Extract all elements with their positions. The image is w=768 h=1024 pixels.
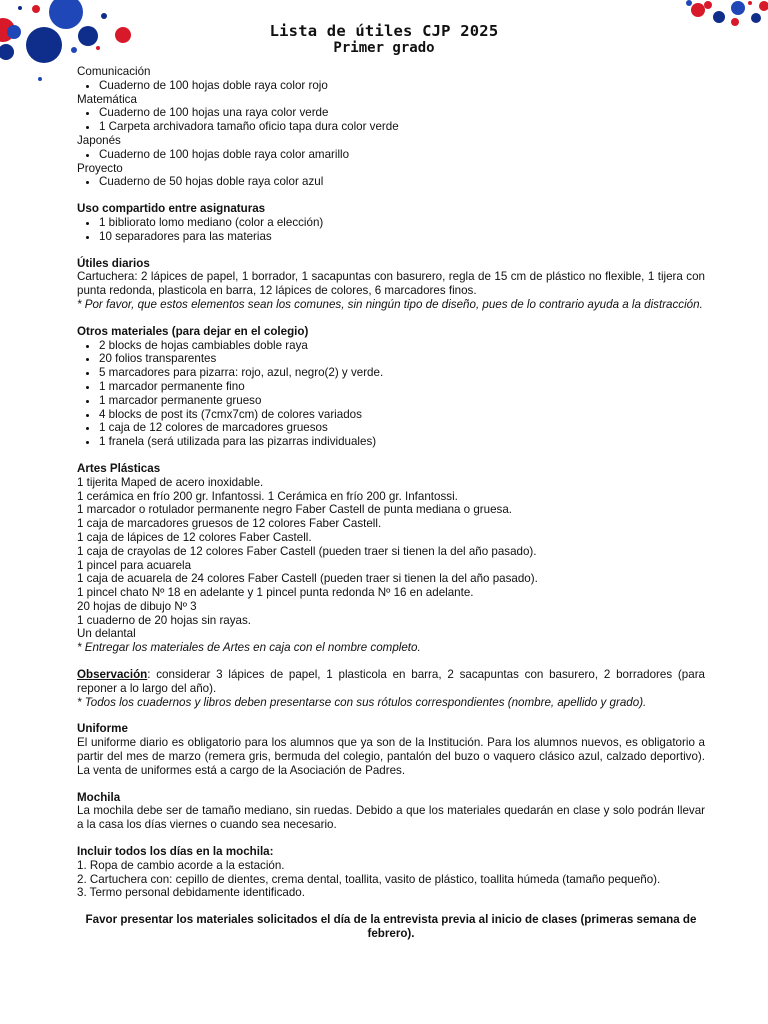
mochila-text: La mochila debe ser de tamaño mediano, sin ruedas. Debido a que los materiales quedarán en clase y solo podrán llevar a la casa los días viernes o cuando sea necesario. [77,804,705,832]
list-item: • 1 marcador permanente grueso [99,394,705,408]
utiles-section [77,257,705,312]
artes-line: 1 caja de acuarela de 24 colores Faber Castell (pueden traer si tienen la del año pasado). [77,572,538,586]
list-item: • 4 blocks de post its (7cmx7cm) de colores variados [99,408,705,422]
artes-line: 20 hojas de dibujo Nº 3 [77,599,197,613]
section-heading: Incluir todos los días en la mochila: [77,845,274,859]
uniforme-text: El uniforme diario es obligatorio para los alumnos que ya son de la Institución. Para los alumnos nuevos, es obligatorio a partir del mes de marzo (remera gris, bermuda del colegio, pantalón del buzo o vaquero clásico azul, calzado deportivo). La venta de uniformes está a cargo de la Asociación de Padres. [77,736,705,777]
subject-items [77,175,705,189]
subject-items [77,79,705,93]
list-item: • 20 folios transparentes [99,352,705,366]
artes-line: 1 cerámica en frío 200 gr. Infantossi. 1 Cerámica en frío 200 gr. Infantossi. [77,489,458,503]
document-header [0,22,768,56]
artes-line: 1 cuaderno de 20 hojas sin rayas. [77,613,252,627]
observacion-note: * Todos los cuadernos y libros deben presentarse con sus rótulos correspondientes (nombre, apellido y grado). [77,695,647,709]
section-heading: Uso compartido entre asignaturas [77,202,266,216]
page-subtitle: Primer grado [333,40,435,56]
otros-section [77,325,705,449]
list-item: • Cuaderno de 100 hojas doble raya color rojo [99,79,705,93]
incluir-line: 2. Cartuchera con: cepillo de dientes, crema dental, toallita, vasito de plástico, toallita húmeda (tamaño pequeño). [77,872,661,886]
list-item: • 1 bibliorato lomo mediano (color a elección) [99,216,705,230]
section-heading: Uniforme [77,722,128,736]
subject-name: Japonés [77,133,121,147]
otros-items [77,339,705,449]
list-item: • 1 franela (será utilizada para las pizarras individuales) [99,435,705,449]
subject-name: Matemática [77,92,137,106]
observacion-text: : considerar 3 lápices de papel, 1 plasticola en barra, 2 sacapuntas con basurero, 2 borradores (para reponer a lo largo del año). [77,668,705,695]
list-item: • 1 marcador permanente fino [99,380,705,394]
shared-items [77,216,705,244]
list-item: • 1 Carpeta archivadora tamaño oficio tapa dura color verde [99,120,705,134]
artes-line: 1 caja de crayolas de 12 colores Faber Castell (pueden traer si tienen la del año pasado). [77,544,537,558]
section-heading: Artes Plásticas [77,461,161,475]
list-item: • 1 caja de 12 colores de marcadores gruesos [99,421,705,435]
artes-line: 1 caja de marcadores gruesos de 12 colores Faber Castell. [77,517,382,531]
artes-line: 1 tijerita Maped de acero inoxidable. [77,475,264,489]
final-note: Favor presentar los materiales solicitados el día de la entrevista previa al inicio de clases (primeras semana de febrero). [85,913,697,941]
page-title: Lista de útiles CJP 2025 [269,22,499,40]
uniforme-section [77,722,705,777]
section-heading: Útiles diarios [77,256,150,270]
artes-line: Un delantal [77,627,136,641]
shared-section [77,202,705,243]
subject-name: Comunicación [77,65,151,78]
subject-name: Proyecto [77,161,123,175]
utiles-note: * Por favor, que estos elementos sean los comunes, sin ningún tipo de diseño, pues de lo contrario ayuda a la distracción. [77,297,703,311]
section-heading: Otros materiales (para dejar en el colegio) [77,324,309,338]
subject-items [77,148,705,162]
list-item: • 10 separadores para las materias [99,230,705,244]
observacion-paragraph [77,668,705,696]
list-item: • 5 marcadores para pizarra: rojo, azul, negro(2) y verde. [99,366,705,380]
observacion-section [77,668,705,709]
document-body [77,65,705,941]
incluir-line: 3. Termo personal debidamente identificado. [77,886,305,900]
list-item: • 2 blocks de hojas cambiables doble raya [99,339,705,353]
section-heading: Mochila [77,790,121,804]
list-item: • Cuaderno de 50 hojas doble raya color azul [99,175,705,189]
subjects-list [77,65,705,189]
artes-line: 1 marcador o rotulador permanente negro Faber Castell de punta mediana o gruesa. [77,503,513,517]
utiles-text: Cartuchera: 2 lápices de papel, 1 borrador, 1 sacapuntas con basurero, regla de 15 cm de plástico no flexible, 1 tijera con punta redonda, plasticola en barra, 12 lápices de colores, 6 marcadores finos. [77,270,705,298]
artes-line: 1 caja de lápices de 12 colores Faber Castell. [77,530,312,544]
incluir-section [77,845,705,900]
incluir-line: 1. Ropa de cambio acorde a la estación. [77,858,285,872]
mochila-section [77,791,705,832]
list-item: • Cuaderno de 100 hojas doble raya color amarillo [99,148,705,162]
list-item: • Cuaderno de 100 hojas una raya color verde [99,106,705,120]
artes-note: * Entregar los materiales de Artes en caja con el nombre completo. [77,641,421,655]
observacion-label: Observación [77,668,148,682]
artes-line: 1 pincel chato Nº 18 en adelante y 1 pincel punta redonda Nº 16 en adelante. [77,586,474,600]
subject-items [77,106,705,134]
artes-section [77,462,705,655]
artes-line: 1 pincel para acuarela [77,558,192,572]
